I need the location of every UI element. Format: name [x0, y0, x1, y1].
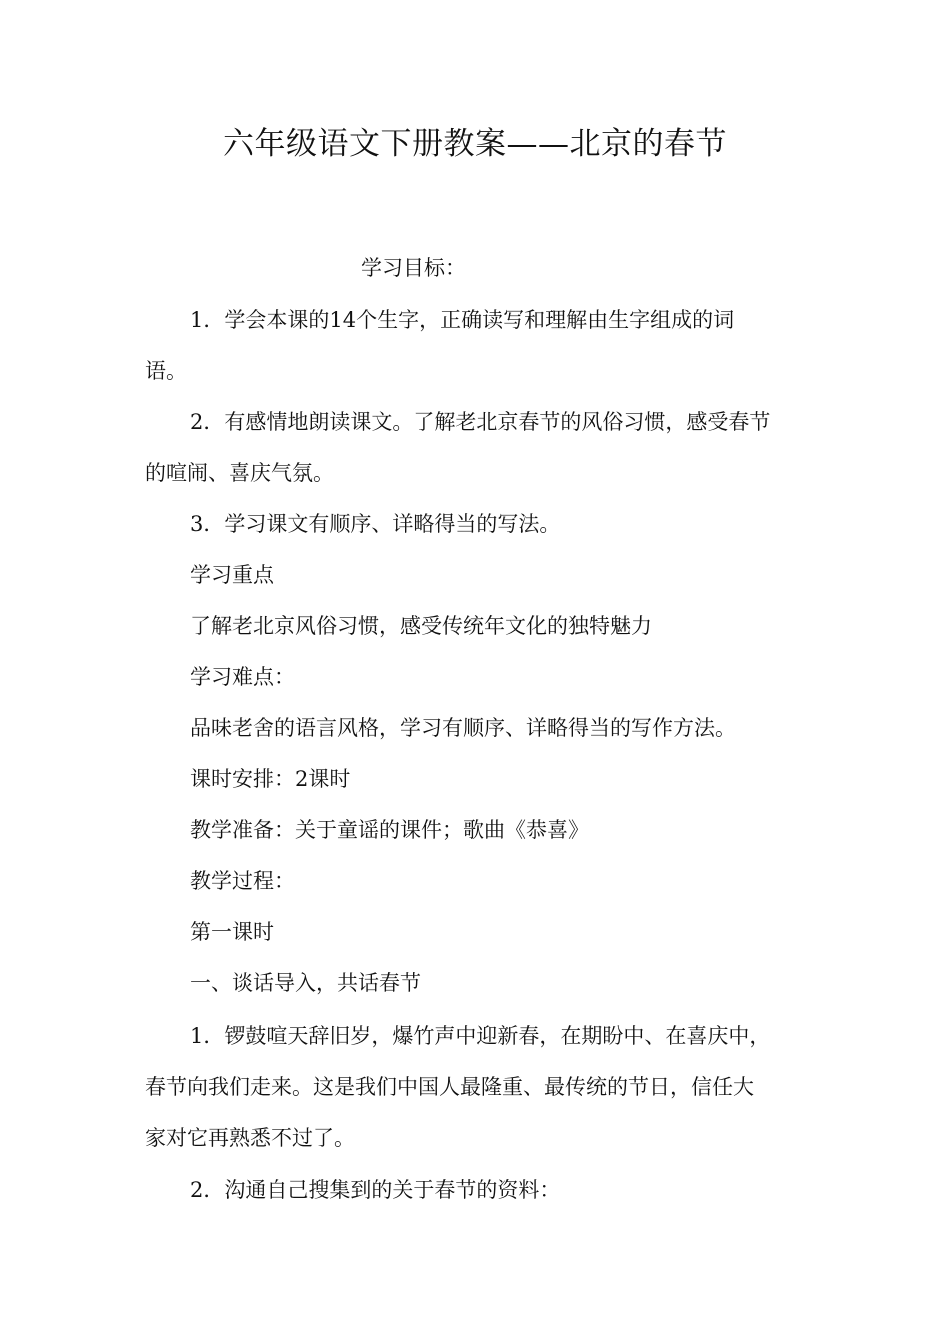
objectives-heading: 学习目标： — [361, 256, 466, 280]
objective-1-line-1: 1．学会本课的14个生字，正确读写和理解由生字组成的词 — [190, 308, 735, 332]
schedule-text: 课时安排：2课时 — [190, 767, 351, 791]
step-1-line-2: 春节向我们走来。这是我们中国人最隆重、最传统的节日，信任大 — [145, 1075, 754, 1099]
key-point-heading: 学习重点 — [190, 563, 274, 587]
document-title: 六年级语文下册教案——北京的春节 — [223, 126, 727, 162]
objective-2-line-1: 2．有感情地朗读课文。了解老北京春节的风俗习惯，感受春节 — [190, 410, 771, 434]
step-2-text: 2．沟通自己搜集到的关于春节的资料： — [190, 1178, 561, 1202]
section-one-heading: 一、谈话导入，共话春节 — [190, 971, 421, 995]
preparation-text: 教学准备：关于童谣的课件；歌曲《恭喜》 — [190, 818, 589, 842]
objective-1-line-2: 语。 — [145, 359, 187, 383]
key-point-text: 了解老北京风俗习惯，感受传统年文化的独特魅力 — [190, 614, 652, 638]
difficulty-text: 品味老舍的语言风格，学习有顺序、详略得当的写作方法。 — [190, 716, 736, 740]
step-1-line-1: 1．锣鼓喧天辞旧岁，爆竹声中迎新春，在期盼中、在喜庆中， — [190, 1024, 771, 1048]
difficulty-heading: 学习难点： — [190, 665, 295, 689]
step-1-line-3: 家对它再熟悉不过了。 — [145, 1126, 355, 1150]
objective-3: 3．学习课文有顺序、详略得当的写法。 — [190, 512, 561, 536]
process-heading: 教学过程： — [190, 869, 295, 893]
objective-2-line-2: 的喧闹、喜庆气氛。 — [145, 461, 334, 485]
lesson-one-heading: 第一课时 — [190, 920, 274, 944]
